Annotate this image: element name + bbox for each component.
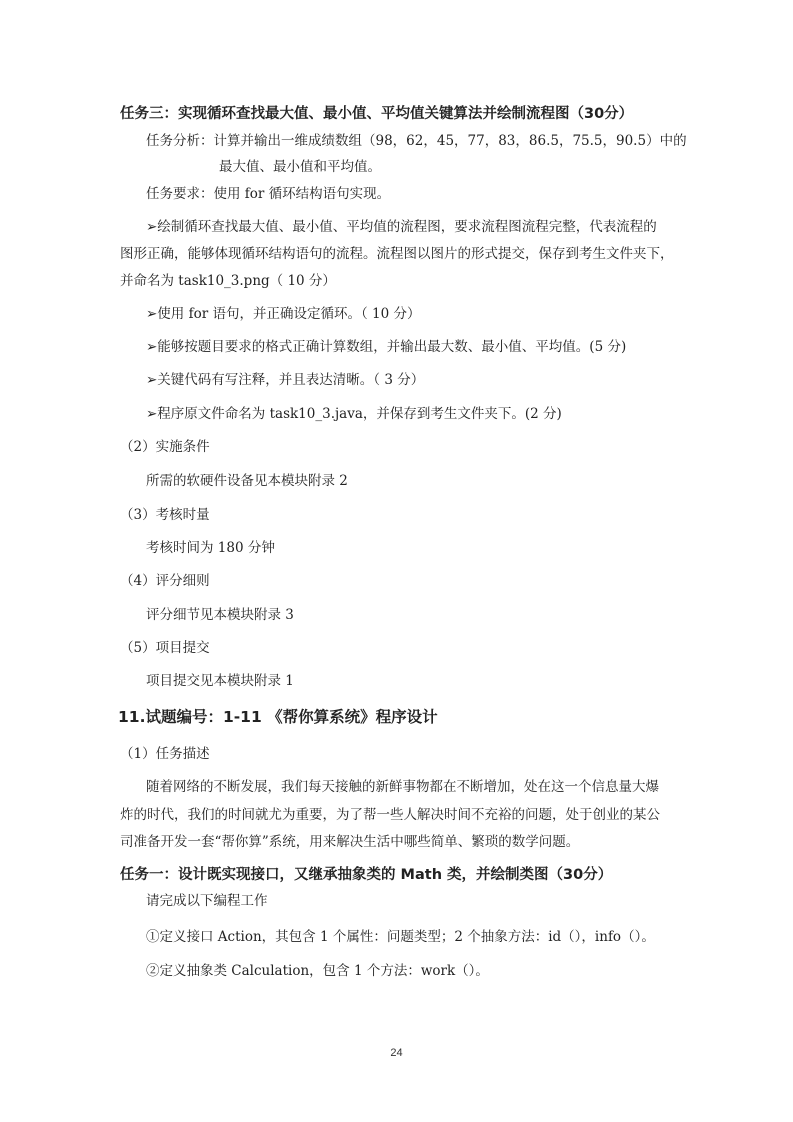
task3-analysis-line2: 最大值、最小值和平均值。 (219, 159, 381, 175)
q11-task1-title: 任务一：设计既实现接口，又继承抽象类的 Math 类，并绘制类图（30分） (120, 867, 613, 883)
task3-requirement: 任务要求：使用 for 循环结构语句实现。 (146, 186, 391, 202)
q11-task1-item2: ②定义抽象类 Calculation，包含 1 个方法：work（）。 (146, 963, 489, 979)
task3-req4: ➢关键代码有写注释，并且表达清晰。（ 3 分） (146, 372, 425, 388)
q11-description-line3: 司准备开发一套“帮你算”系统，用来解决生活中哪些简单、繁琐的数学问题。 (120, 834, 580, 850)
task3-req1-line1: ➢绘制循环查找最大值、最小值、平均值的流程图，要求流程图流程完整，代表流程的 (146, 219, 657, 235)
conditions-title: （2）实施条件 (120, 439, 210, 455)
page-number: 24 (390, 1047, 403, 1059)
q11-title: 11.试题编号：1-11 《帮你算系统》程序设计 (118, 708, 438, 726)
task3-req1-line3: 并命名为 task10_3.png（ 10 分） (120, 273, 336, 289)
scoring-text: 评分细节见本模块附录 3 (146, 607, 294, 623)
conditions-text: 所需的软硬件设备见本模块附录 2 (146, 473, 348, 489)
task3-analysis-line1: 任务分析：计算并输出一维成绩数组（98，62，45，77，83，86.5，75.5，90.5）中的 (146, 133, 687, 149)
q11-task1-item1: ①定义接口 Action，其包含 1 个属性：问题类型；2 个抽象方法：id（），info（）。 (146, 929, 655, 945)
q11-description-line1: 随着网络的不断发展，我们每天接触的新鲜事物都在不断增加，处在这一个信息量大爆 (146, 779, 659, 795)
submission-text: 项目提交见本模块附录 1 (146, 673, 294, 689)
task3-title: 任务三：实现循环查找最大值、最小值、平均值关键算法并绘制流程图（30分） (120, 106, 634, 122)
submission-title: （5）项目提交 (120, 640, 210, 656)
task3-req2: ➢使用 for 语句，并正确设定循环。（ 10 分） (146, 306, 421, 322)
q11-description-line2: 炸的时代，我们的时间就尤为重要，为了帮一些人解决时间不充裕的问题，处于创业的某公 (120, 807, 660, 823)
task3-req5: ➢程序原文件命名为 task10_3.java，并保存到考生文件夹下。(2 分) (146, 406, 562, 422)
q11-task1-intro: 请完成以下编程工作 (146, 893, 268, 909)
task3-req3: ➢能够按题目要求的格式正确计算数组，并输出最大数、最小值、平均值。(5 分) (146, 339, 627, 355)
time-title: （3）考核时量 (120, 507, 210, 523)
task3-req1-line2: 图形正确，能够体现循环结构语句的流程。流程图以图片的形式提交，保存到考生文件夹下， (120, 246, 674, 262)
q11-description-title: （1）任务描述 (120, 746, 210, 762)
scoring-title: （4）评分细则 (120, 573, 210, 589)
time-text: 考核时间为 180 分钟 (146, 540, 275, 556)
